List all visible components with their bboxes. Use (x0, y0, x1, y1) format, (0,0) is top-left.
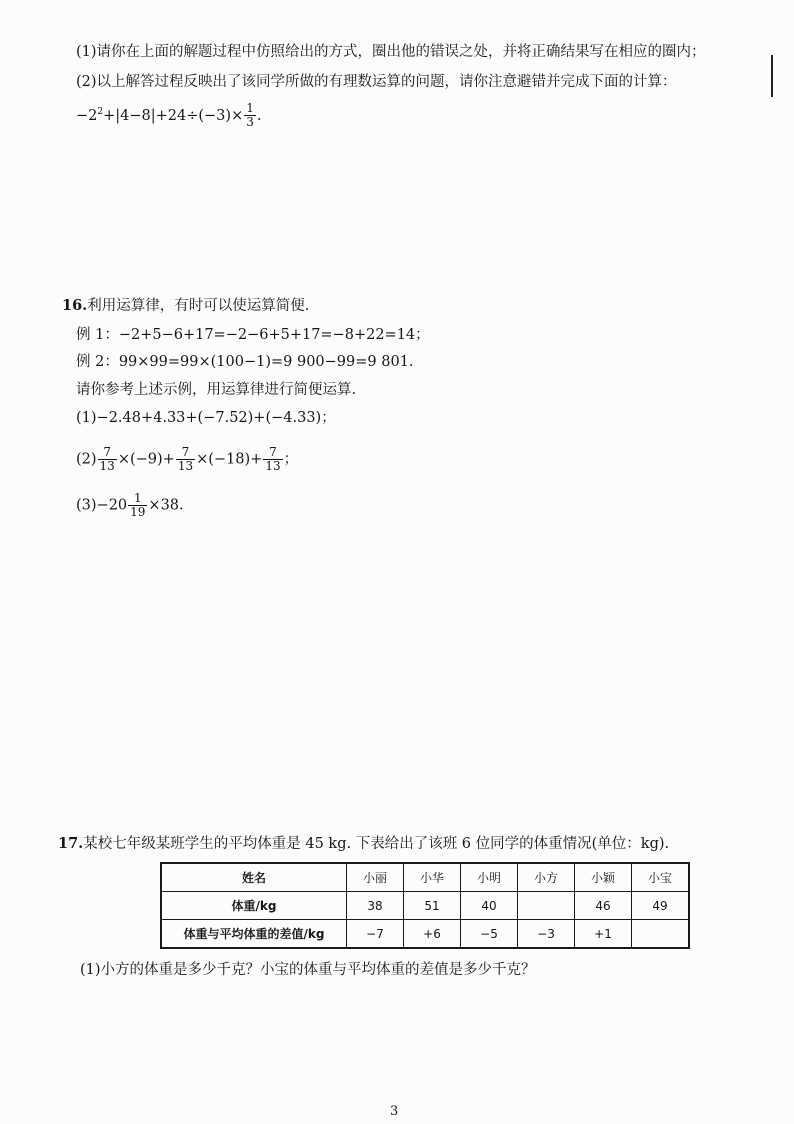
q16-p2-f2-num: 7 (176, 446, 195, 460)
q16-example1: 例 1：−2+5−6+17=−2−6+5+17=−8+22=14； (76, 327, 430, 343)
table-diff-cell: −5 (461, 920, 518, 949)
q16-p2-label: (2) (76, 451, 97, 468)
q17-text: 某校七年级某班学生的平均体重是 45 kg. 下表给出了该班 6 位同学的体重情况(单位：kg). (83, 836, 670, 852)
q15-expr-lead: −2 (76, 107, 98, 124)
q17-question1: (1)小方的体重是多少千克？小宝的体重与平均体重的差值是多少千克？ (80, 962, 536, 978)
q16-p2-f1-den: 13 (99, 459, 115, 473)
table-diff-cell: −3 (518, 920, 575, 949)
page-number: 3 (390, 1104, 399, 1119)
q16-p2-mid2: ×(−18)+ (196, 451, 263, 468)
q16-number: 16. (62, 297, 88, 314)
table-header-label: 姓名 (161, 863, 347, 892)
table-name-cell: 小方 (518, 863, 575, 892)
q16-p2-tail: ； (283, 451, 299, 468)
table-diff-cell (632, 920, 690, 949)
table-row-diffs (161, 920, 689, 949)
table-weight-cell: 49 (632, 892, 690, 920)
table-weight-cell: 40 (461, 892, 518, 920)
table-name-cell: 小明 (461, 863, 518, 892)
q15-expr-exponent: 2 (97, 107, 104, 117)
table-weight-cell: 38 (347, 892, 404, 920)
q16-part2 (76, 446, 298, 473)
table-row2-label: 体重与平均体重的差值/kg (161, 920, 347, 949)
q16-p2-fraction1 (98, 446, 117, 473)
q16-p3-frac-num: 1 (128, 492, 147, 506)
table-weight-cell: 46 (575, 892, 632, 920)
q16-part1: (1)−2.48+4.33+(−7.52)+(−4.33)； (76, 410, 336, 426)
q16-p2-mid1: ×(−9)+ (117, 451, 175, 468)
q16-heading (62, 296, 309, 316)
q17-heading (58, 834, 669, 854)
page-edge-mark (771, 55, 773, 97)
q16-p2-f1-num: 7 (98, 446, 117, 460)
q16-title: 利用运算律，有时可以使运算简便. (87, 298, 310, 314)
q16-p3-tail: ×38. (148, 497, 184, 514)
q16-p3-frac-den: 19 (130, 505, 146, 519)
q16-p2-f3-num: 7 (263, 446, 282, 460)
table-name-cell: 小颖 (575, 863, 632, 892)
q15-frac-den: 3 (246, 115, 254, 130)
table-weight-cell: 51 (404, 892, 461, 920)
table-name-cell: 小丽 (347, 863, 404, 892)
q16-p2-f3-den: 13 (265, 459, 281, 473)
q15-expression (76, 102, 261, 129)
q15-expr-fraction (244, 102, 256, 129)
table-diff-cell: +1 (575, 920, 632, 949)
q16-part3 (76, 492, 184, 519)
q16-example2: 例 2：99×99=99×(100−1)=9 900−99=9 801. (76, 354, 414, 370)
q15-expr-tail: . (256, 107, 262, 124)
q16-instruction: 请你参考上述示例，用运算律进行简便运算. (76, 382, 357, 398)
table-diff-cell: +6 (404, 920, 461, 949)
q16-p2-fraction3 (263, 446, 282, 473)
q16-p2-f2-den: 13 (177, 459, 194, 473)
weight-table (160, 862, 690, 949)
q15-part1: (1)请你在上面的解题过程中仿照给出的方式，圈出他的错误之处，并将正确结果写在相应的圈内； (76, 44, 706, 60)
q15-part2: (2)以上解答过程反映出了该同学所做的有理数运算的问题，请你注意避错并完成下面的计算： (76, 74, 677, 90)
q17-number: 17. (58, 835, 84, 852)
table-row-weights (161, 892, 689, 920)
q15-expr-rest: +|4−8|+24÷(−3)× (103, 107, 244, 124)
table-name-cell: 小华 (404, 863, 461, 892)
q16-p2-fraction2 (176, 446, 195, 473)
table-name-cell: 小宝 (632, 863, 690, 892)
table-weight-cell (518, 892, 575, 920)
q16-p3-fraction (128, 492, 147, 519)
table-diff-cell: −7 (347, 920, 404, 949)
q15-frac-num: 1 (246, 101, 254, 116)
table-row1-label: 体重/kg (161, 892, 347, 920)
table-row-names (161, 863, 689, 892)
q16-p3-label: (3)−20 (76, 497, 128, 514)
